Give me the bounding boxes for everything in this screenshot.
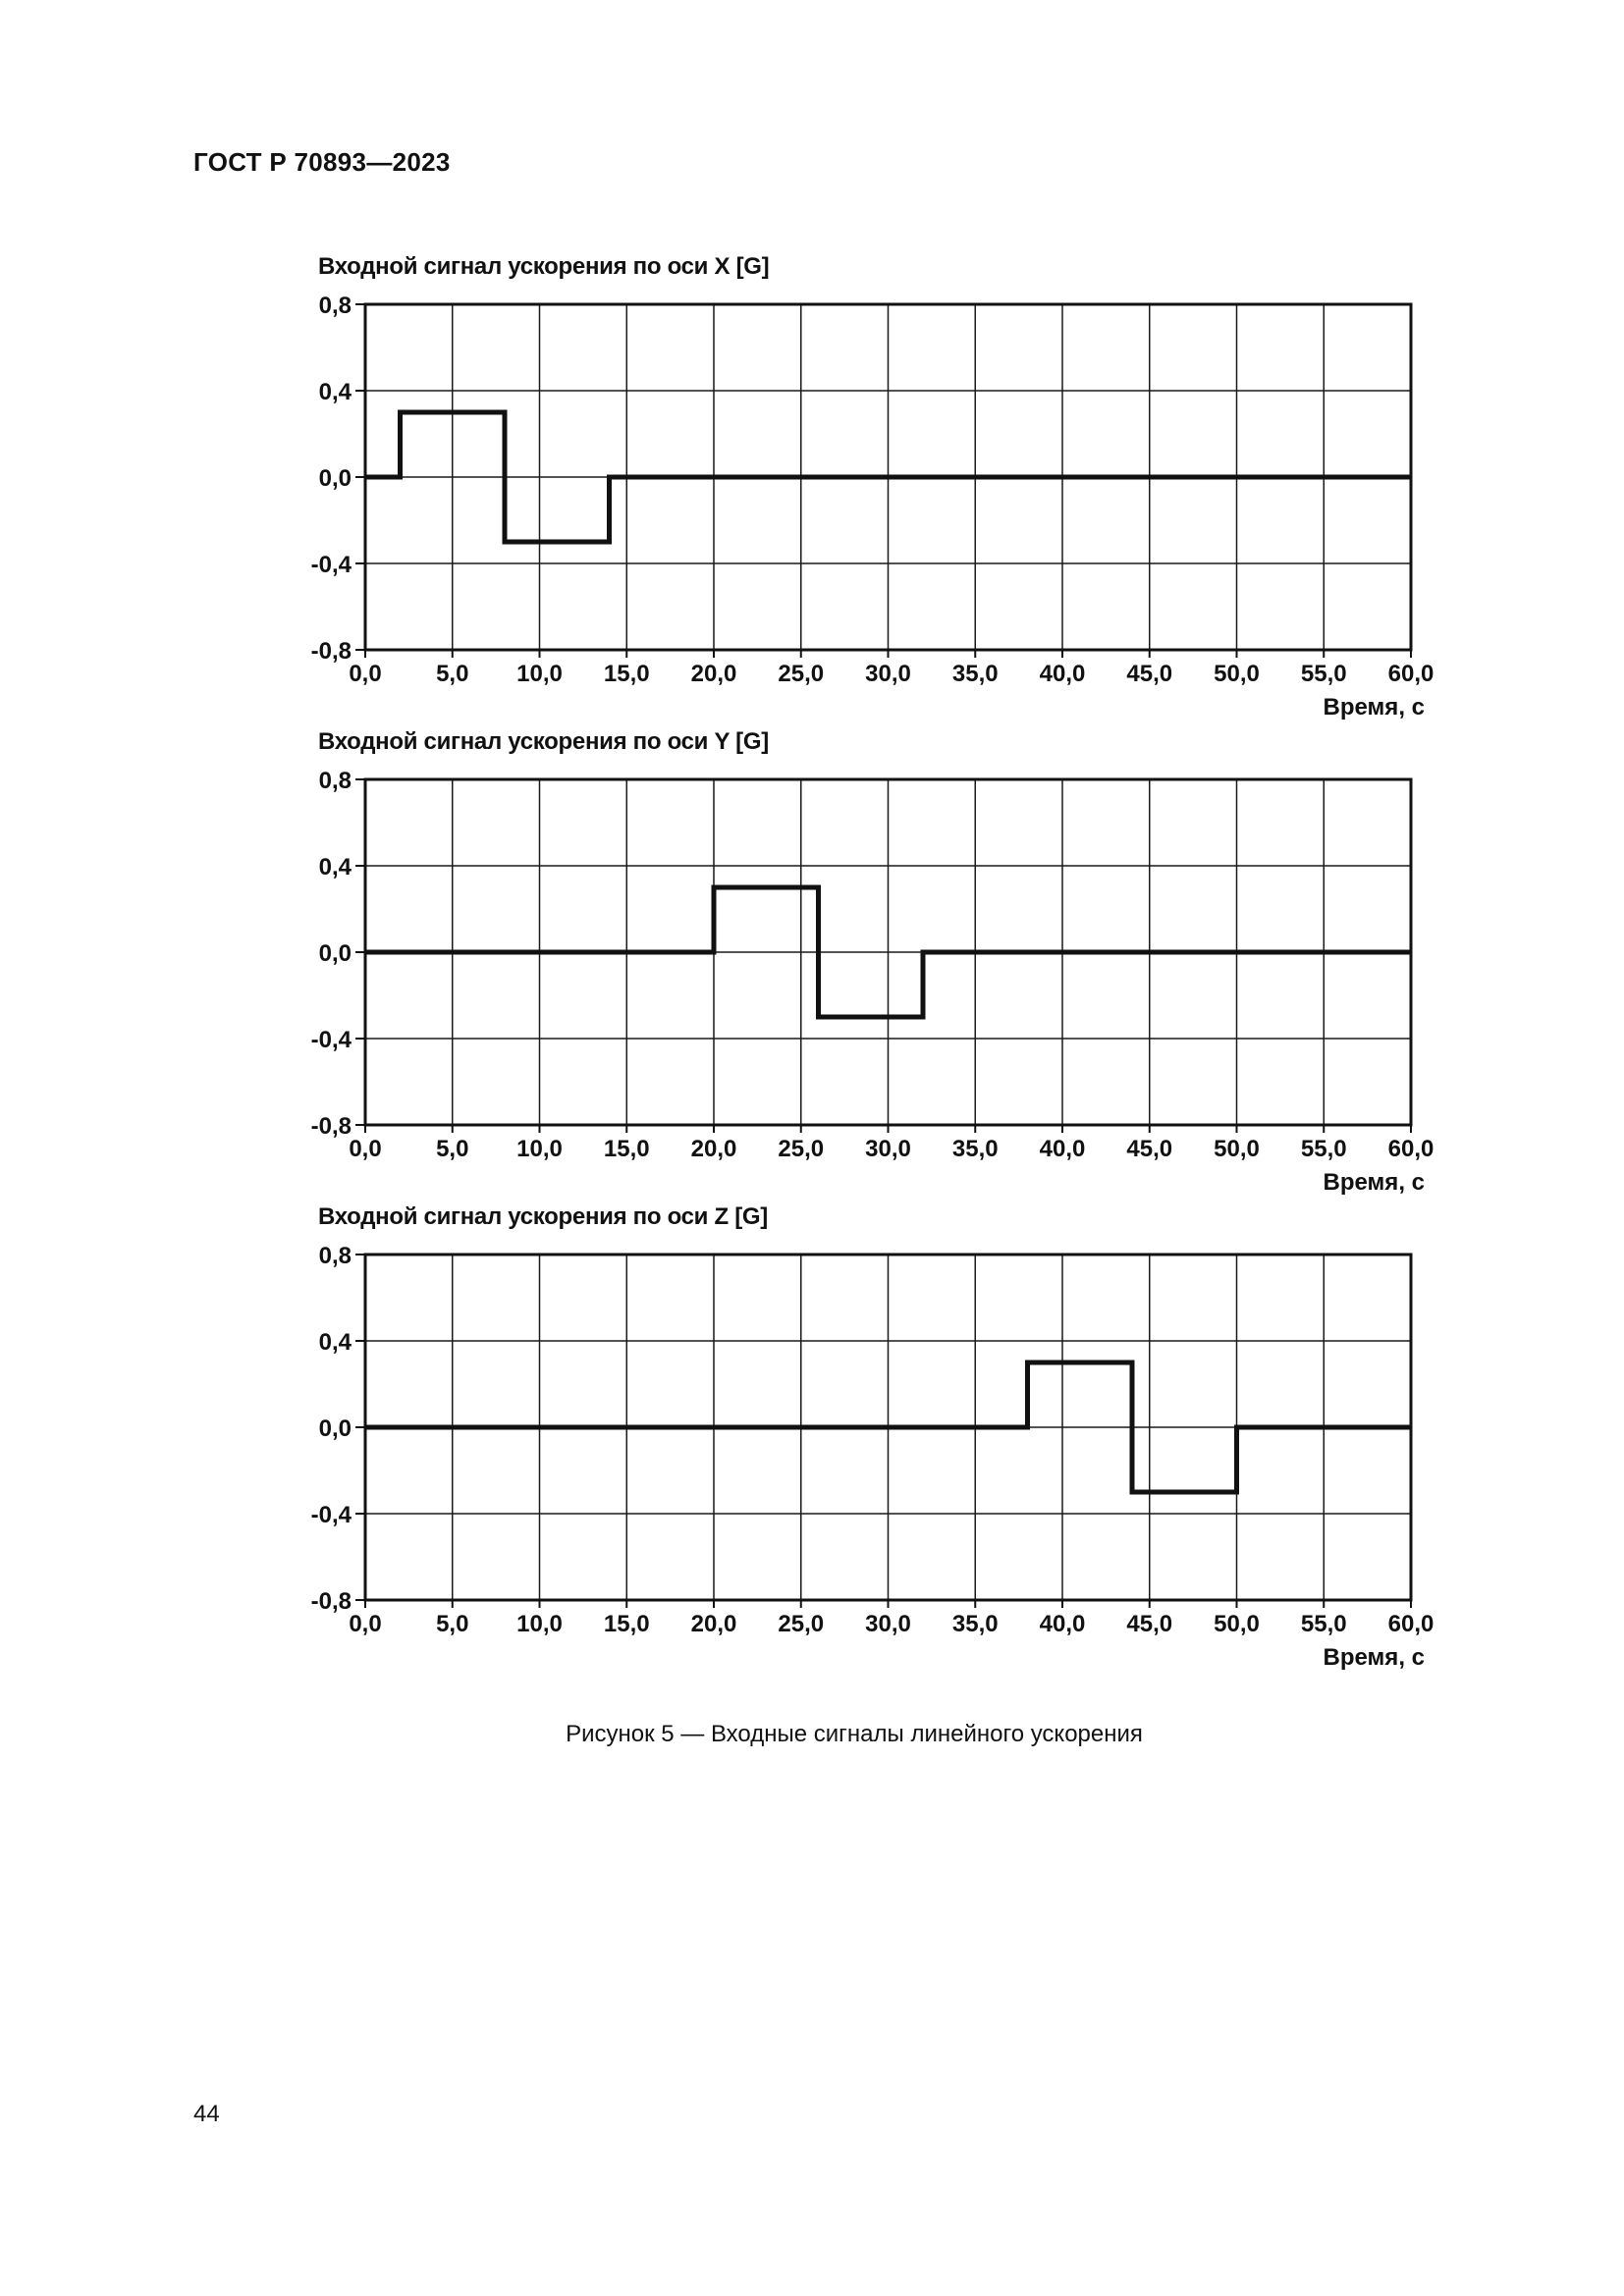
y-tick-label: 0,8 [318,1243,352,1269]
y-tick-label: -0,4 [310,1027,352,1053]
x-tick-label: 40,0 [1039,661,1086,687]
x-tick-label: 15,0 [603,661,650,687]
y-tick-label: 0,0 [318,465,352,492]
x-tick-label: 20,0 [690,1136,737,1162]
document-header: ГОСТ Р 70893—2023 [193,147,451,177]
y-tick-label: 0,8 [318,293,352,319]
y-tick-label: 0,8 [318,768,352,794]
y-tick-label: -0,8 [310,1588,352,1615]
chart-plot [295,1203,1453,1675]
x-tick-label: 55,0 [1300,1611,1347,1637]
x-tick-label: 15,0 [603,1136,650,1162]
x-tick-label: 25,0 [778,661,825,687]
x-tick-label: 45,0 [1126,1611,1173,1637]
x-tick-label: 20,0 [690,1611,737,1637]
x-tick-label: 25,0 [778,1136,825,1162]
x-tick-label: 40,0 [1039,1611,1086,1637]
x-tick-label: 15,0 [603,1611,650,1637]
y-tick-label: 0,0 [318,940,352,967]
x-tick-label: 60,0 [1387,661,1435,687]
x-tick-label: 55,0 [1300,1136,1347,1162]
x-tick-label: 45,0 [1126,1136,1173,1162]
x-tick-label: 45,0 [1126,661,1173,687]
x-tick-label: 20,0 [690,661,737,687]
x-axis-label: Время, с [1323,1169,1425,1196]
chart-title: Входной сигнал ускорения по оси X [G] [318,253,770,280]
y-tick-label: -0,8 [310,638,352,665]
x-axis-label: Время, с [1323,1644,1425,1671]
x-tick-label: 0,0 [349,661,382,687]
x-tick-label: 50,0 [1214,1611,1260,1637]
x-tick-label: 60,0 [1387,1136,1435,1162]
x-tick-label: 50,0 [1214,661,1260,687]
x-tick-label: 60,0 [1387,1611,1435,1637]
x-tick-label: 10,0 [516,1611,563,1637]
x-tick-label: 40,0 [1039,1136,1086,1162]
y-tick-label: 0,4 [318,854,352,881]
x-tick-label: 0,0 [349,1611,382,1637]
x-tick-label: 30,0 [865,1136,911,1162]
chart-plot [295,253,1453,724]
x-tick-label: 10,0 [516,1136,563,1162]
x-tick-label: 35,0 [951,1611,999,1637]
chart-y-axis-acceleration [295,728,1453,1200]
y-tick-label: -0,4 [310,1502,352,1528]
chart-x-axis-acceleration [295,253,1453,724]
y-tick-label: -0,4 [310,552,352,578]
y-tick-label: 0,0 [318,1415,352,1442]
y-tick-label: 0,4 [318,379,352,405]
x-axis-label: Время, с [1323,694,1425,721]
x-tick-label: 50,0 [1214,1136,1260,1162]
chart-plot [295,728,1453,1200]
x-tick-label: 0,0 [349,1136,382,1162]
chart-z-axis-acceleration [295,1203,1453,1675]
figure-caption: Рисунок 5 — Входные сигналы линейного ускорения [566,1721,1143,1747]
x-tick-label: 5,0 [436,1136,469,1162]
x-tick-label: 5,0 [436,661,469,687]
y-tick-label: -0,8 [310,1113,352,1140]
x-tick-label: 10,0 [516,661,563,687]
chart-title: Входной сигнал ускорения по оси Z [G] [318,1203,768,1230]
x-tick-label: 30,0 [865,661,911,687]
x-tick-label: 5,0 [436,1611,469,1637]
x-tick-label: 35,0 [951,1136,999,1162]
page-number: 44 [193,2101,220,2127]
x-tick-label: 35,0 [951,661,999,687]
x-tick-label: 30,0 [865,1611,911,1637]
x-tick-label: 25,0 [778,1611,825,1637]
x-tick-label: 55,0 [1300,661,1347,687]
y-tick-label: 0,4 [318,1329,352,1356]
chart-title: Входной сигнал ускорения по оси Y [G] [318,728,769,755]
